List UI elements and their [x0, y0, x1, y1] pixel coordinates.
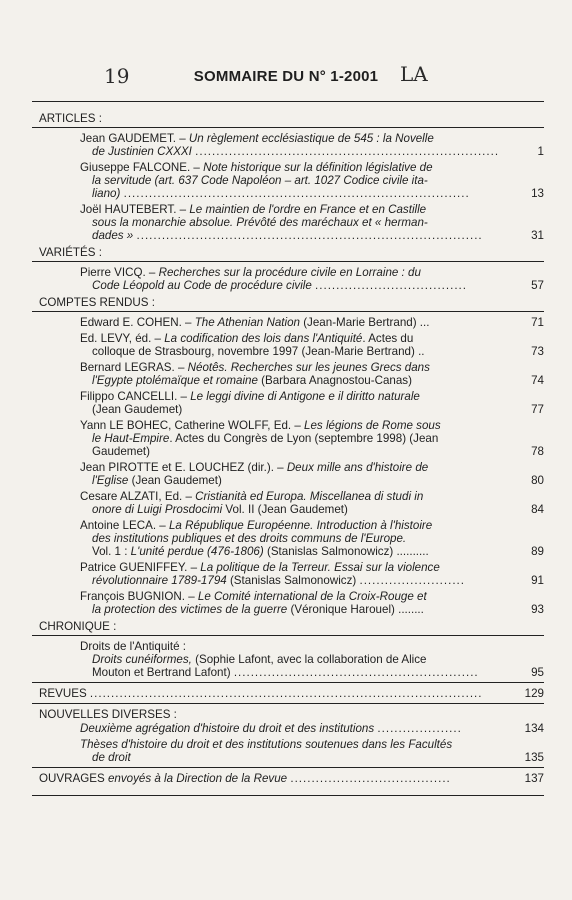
divider	[32, 311, 544, 312]
toc-entry: Bernard LEGRAS. – Néotês. Recherches sur les jeunes Grecs dans l'Egypte ptolémaïque et romaine (Barbara Anagnostou-Canas) 74	[80, 361, 544, 387]
divider	[32, 127, 544, 128]
page-number: 77	[531, 403, 544, 416]
page-number: 57	[531, 279, 544, 292]
page-number: 137	[524, 772, 544, 785]
page-number: 129	[524, 687, 544, 700]
toc-entry: Filippo CANCELLI. – Le leggi divine di Antigone e il diritto naturale (Jean Gaudemet) 77	[80, 390, 544, 416]
page-number: 1	[537, 145, 544, 158]
toc-entry: Giuseppe FALCONE. – Note historique sur la définition législative de la servitude (art. 637 Code Napoléon – art. 1027 Codice civile ita- liano) .................................................................................. 13	[80, 161, 544, 200]
toc-entry: Droits de l'Antiquité : Droits cunéiformes, (Sophie Lafont, avec la collaboration de Alice Mouton et Bertrand Lafont) .......................................................... 95	[80, 640, 544, 679]
page-number: 71	[531, 316, 544, 329]
section-chronique: CHRONIQUE :	[39, 620, 117, 633]
toc-entry: Thèses d'histoire du droit et des institutions soutenues dans les Facultés de droit 135	[80, 738, 544, 764]
toc-entry: Joël HAUTEBERT. – Le maintien de l'ordre en France et en Castille sous la monarchie absolue. Prévôté des maréchaux et « herman- dades » .................................................................................. 31	[80, 203, 544, 242]
handwritten-note-right: LA	[400, 62, 428, 86]
toc-entry: OUVRAGES envoyés à la Direction de la Revue ...................................... 137	[39, 772, 544, 785]
toc-entry: Cesare ALZATI, Ed. – Cristianità ed Europa. Miscellanea di studi in onore di Luigi Prosdocimi Vol. II (Jean Gaudemet) 84	[80, 490, 544, 516]
page-number: 135	[524, 751, 544, 764]
page-number: 89	[531, 545, 544, 558]
divider	[32, 767, 544, 768]
section-nouvelles-diverses: NOUVELLES DIVERSES :	[39, 708, 177, 721]
page-number: 95	[531, 666, 544, 679]
divider	[32, 261, 544, 262]
table-of-contents	[32, 101, 544, 796]
page-number: 80	[531, 474, 544, 487]
toc-entry: Antoine LECA. – La République Européenne. Introduction à l'histoire des institutions publiques et des droits communs de l'Europe. Vol. 1 : L'unité perdue (476-1806) (Stanislas Salmonowicz) .......... 89	[80, 519, 544, 558]
divider	[32, 703, 544, 704]
toc-entry: Jean PIROTTE et E. LOUCHEZ (dir.). – Deux mille ans d'histoire de l'Eglise (Jean Gaudemet) 80	[80, 461, 544, 487]
toc-entry: Jean GAUDEMET. – Un règlement ecclésiastique de 545 : la Novelle de Justinien CXXXI ........................................................................ 1	[80, 132, 544, 158]
section-varietes: VARIÉTÉS :	[39, 246, 102, 259]
toc-entry: Yann LE BOHEC, Catherine WOLFF, Ed. – Les légions de Rome sous le Haut-Empire. Actes du Congrès de Lyon (septembre 1998) (Jean Gaudemet) 78	[80, 419, 544, 458]
divider	[32, 682, 544, 683]
page-number: 91	[531, 574, 544, 587]
toc-entry: François BUGNION. – Le Comité international de la Croix-Rouge et la protection des victimes de la guerre (Véronique Harouel) ........ 93	[80, 590, 544, 616]
toc-entry: REVUES ............................................................................................. 129	[39, 687, 544, 700]
page-number: 134	[524, 722, 544, 735]
page-number: 13	[531, 187, 544, 200]
toc-entry: Deuxième agrégation d'histoire du droit et des institutions .................... 134	[80, 722, 544, 735]
toc-entry: Patrice GUENIFFEY. – La politique de la Terreur. Essai sur la violence révolutionnaire 1789-1794 (Stanislas Salmonowicz) ......................... 91	[80, 561, 544, 587]
page-title: SOMMAIRE DU N° 1-2001	[193, 68, 379, 85]
divider	[32, 635, 544, 636]
handwritten-note-left: 19	[104, 64, 130, 88]
page-number: 31	[531, 229, 544, 242]
toc-entry: Ed. LEVY, éd. – La codification des lois dans l'Antiquité. Actes du colloque de Strasbourg, novembre 1997 (Jean-Marie Bertrand) .. 73	[80, 332, 544, 358]
page-number: 84	[531, 503, 544, 516]
toc-entry: Edward E. COHEN. – The Athenian Nation (Jean-Marie Bertrand) ... 71	[80, 316, 544, 329]
toc-entry: Pierre VICQ. – Recherches sur la procédure civile en Lorraine : du Code Léopold au Code de procédure civile .................................... 57	[80, 266, 544, 292]
section-articles: ARTICLES :	[39, 112, 102, 125]
page-number: 74	[531, 374, 544, 387]
section-comptes-rendus: COMPTES RENDUS :	[39, 296, 155, 309]
page-number: 78	[531, 445, 544, 458]
page-number: 73	[531, 345, 544, 358]
page-number: 93	[531, 603, 544, 616]
